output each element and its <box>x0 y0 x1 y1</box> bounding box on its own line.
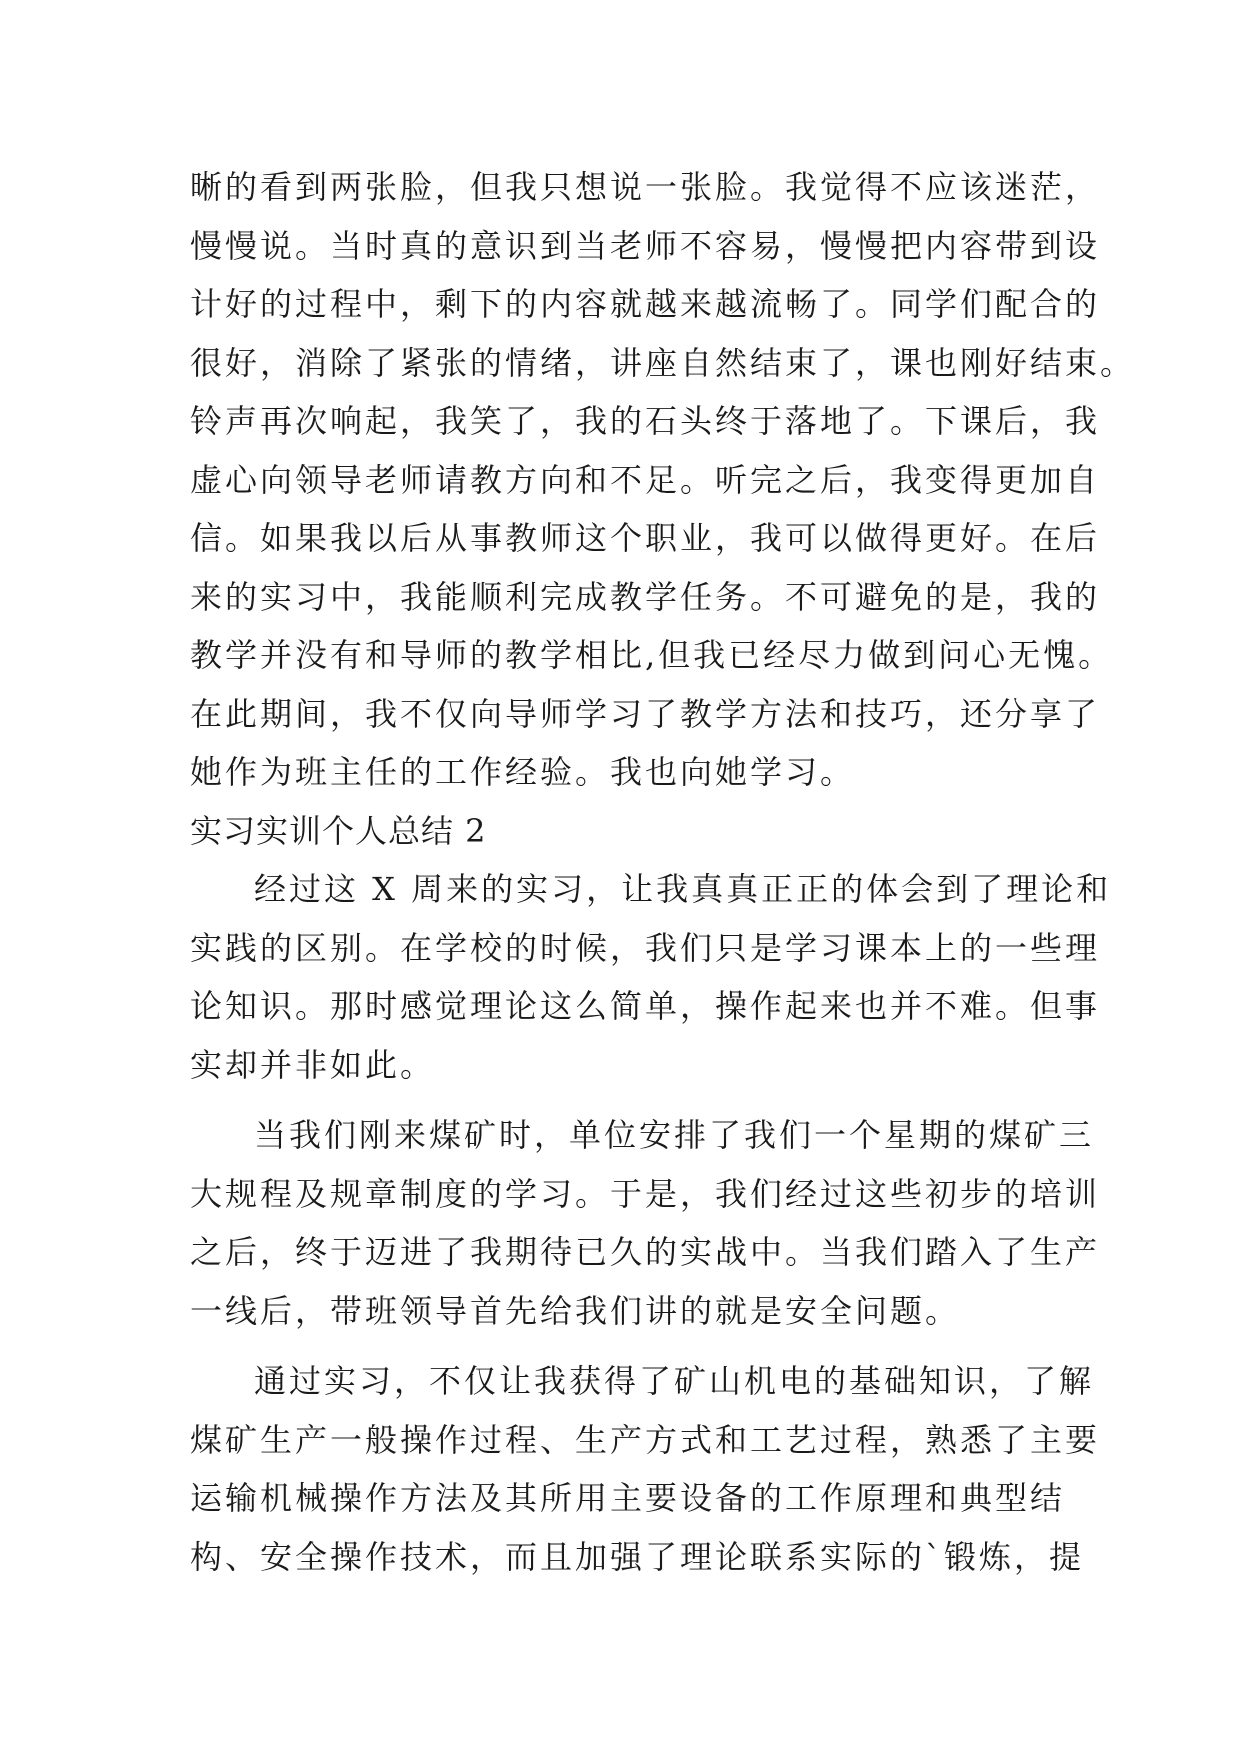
text-line: 慢慢说。当时真的意识到当老师不容易，慢慢把内容带到设 <box>190 226 1101 265</box>
text-line: 一线后，带班领导首先给我们讲的就是安全问题。 <box>190 1291 961 1330</box>
text-line: 实践的区别。在学校的时候，我们只是学习课本上的一些理 <box>190 928 1101 967</box>
text-line: 大规程及规章制度的学习。于是，我们经过这些初步的培训 <box>190 1174 1101 1213</box>
text-line: 之后，终于迈进了我期待已久的实战中。当我们踏入了生产 <box>190 1233 1101 1271</box>
paragraph <box>190 860 1112 1094</box>
paragraph <box>190 1106 1101 1340</box>
text-line: 论知识。那时感觉理论这么简单，操作起来也并不难。但事 <box>190 987 1101 1025</box>
text-line: 运输机械操作方法及其所用主要设备的工作原理和典型结 <box>190 1479 1066 1517</box>
text-line: 虚心向领导老师请教方向和不足。听完之后，我变得更加自 <box>190 460 1101 499</box>
text-line: 她作为班主任的工作经验。我也向她学习。 <box>190 753 856 791</box>
text-line: 信。如果我以后从事教师这个职业，我可以做得更好。在后 <box>190 519 1101 557</box>
document-body <box>190 158 1136 1586</box>
text-line: 经过这 X 周来的实习，让我真真正正的体会到了理论和 <box>254 870 1112 908</box>
section-heading: 实习实训个人总结 2 <box>190 811 487 850</box>
text-line: 通过实习，不仅让我获得了矿山机电的基础知识，了解 <box>254 1362 1095 1400</box>
paragraph <box>190 158 1136 802</box>
text-line: 铃声再次响起，我笑了，我的石头终于落地了。下课后，我 <box>190 402 1101 440</box>
paragraph-spacer <box>190 1094 1070 1106</box>
paragraph-spacer <box>190 1340 1070 1352</box>
text-line: 来的实习中，我能顺利完成教学任务。不可避免的是，我的 <box>190 577 1101 616</box>
text-line: 煤矿生产一般操作过程、生产方式和工艺过程，熟悉了主要 <box>190 1420 1101 1459</box>
text-line: 晰的看到两张脸，但我只想说一张脸。我觉得不应该迷茫， <box>190 168 1101 206</box>
paragraph <box>190 1352 1101 1586</box>
text-line: 构、安全操作技术，而且加强了理论联系实际的`锻炼，提 <box>190 1537 1085 1576</box>
text-line: 在此期间，我不仅向导师学习了教学方法和技巧，还分享了 <box>190 694 1101 733</box>
text-line: 当我们刚来煤矿时，单位安排了我们一个星期的煤矿三 <box>254 1116 1095 1154</box>
text-line: 实却并非如此。 <box>190 1045 436 1084</box>
text-line: 很好，消除了紧张的情绪，讲座自然结束了，课也刚好结束。 <box>190 343 1136 382</box>
text-line: 计好的过程中，剩下的内容就越来越流畅了。同学们配合的 <box>190 285 1101 323</box>
text-line: 教学并没有和导师的教学相比,但我已经尽力做到问心无愧。 <box>190 636 1114 674</box>
